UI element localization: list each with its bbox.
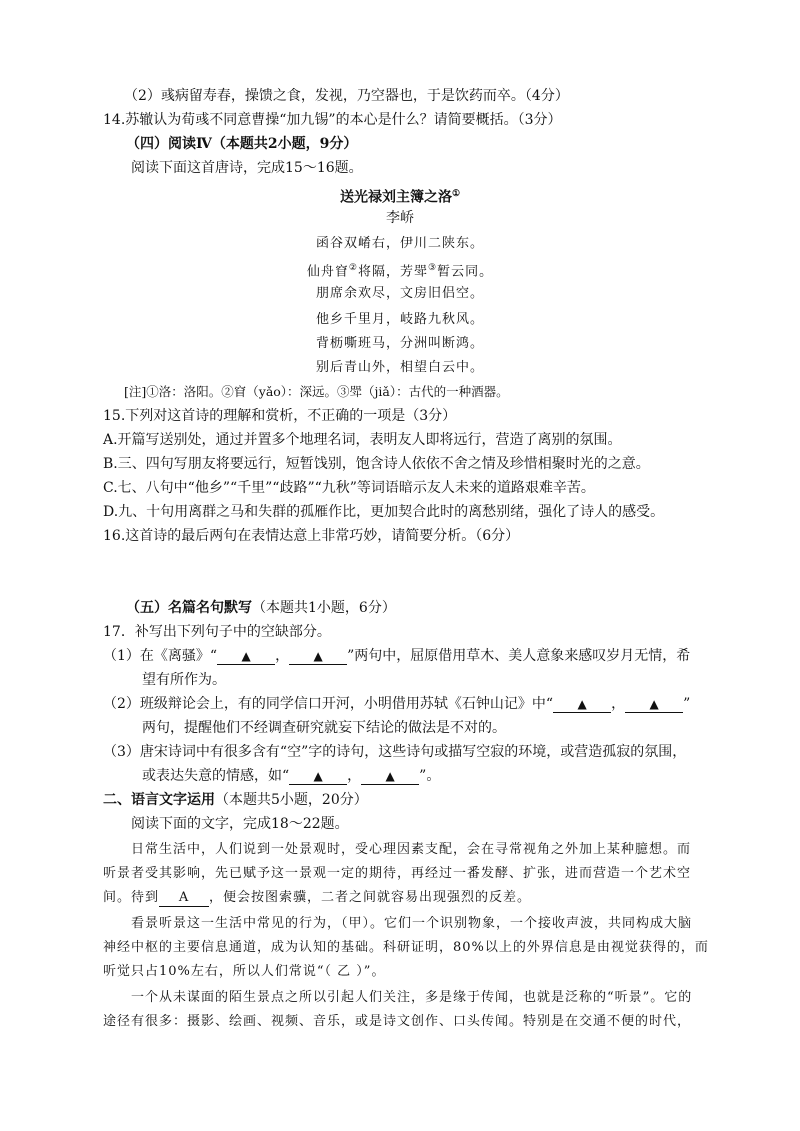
poem-author: 李峤: [386, 210, 414, 226]
dictation-3: （3）唐宋诗词中有很多含有“空”字的诗句，这些诗句或描写空寂的环境，或营造孤寂的氛围，: [103, 744, 687, 760]
answer-blank[interactable]: ▲: [289, 768, 347, 785]
answer-blank[interactable]: ▲: [553, 696, 611, 713]
poem-line-1: 函谷双崤右，伊川二陕东。: [315, 236, 484, 251]
dictation-2-cont: 两句，提醒他们不经调查研究就妄下结论的做法是不对的。: [142, 720, 506, 736]
poem-line-5: 背枥嘶班马，分洲叫断鸿。: [315, 336, 484, 351]
dictation-1: （1）在《离骚》“ ▲ ， ▲ ”两句中，屈原借用草木、美人意象来感叹岁月无情，希: [103, 648, 691, 664]
passage-p1-line-1: 日常生活中，人们说到一处景观时，受心理因素支配，会在寻常视角之外加上某种臆想。而: [131, 842, 692, 857]
blank-a[interactable]: A: [159, 890, 209, 907]
question-15: 15.下列对这首诗的理解和赏析，不正确的一项是（3分）: [103, 408, 457, 424]
dictation-1-cont: 望有所作为。: [142, 672, 226, 688]
passage-p1-line-2: 听景者受其影响，先已赋予这一景观一定的期待，再经过一番发酵、扩张，进而营造一个艺术空: [103, 866, 692, 881]
answer-blank[interactable]: ▲: [625, 696, 683, 713]
answer-blank[interactable]: ▲: [217, 648, 275, 665]
dictation-3-cont: 或表达失意的情感，如“ ▲ ， ▲ ”。: [142, 768, 441, 784]
question-16: 16.这首诗的最后两句在表情达意上非常巧妙，请简要分析。（6分）: [103, 528, 520, 544]
part-2-heading: 二、语言文字运用（本题共5小题，20分）: [103, 792, 368, 808]
option-b: B.三、四句写朋友将要远行，短暂饯别，饱含诗人依依不舍之情及珍惜相聚时光的之意。: [103, 456, 650, 472]
answer-blank[interactable]: ▲: [361, 768, 419, 785]
answer-blank[interactable]: ▲: [289, 648, 347, 665]
part-2-instruction: 阅读下面的文字，完成18～22题。: [131, 816, 349, 832]
passage-p2-line-2: 神经中枢的主要信息通道，成为认知的基础。科研证明，80%以上的外界信息是由视觉获得的，而: [103, 940, 709, 955]
passage-p1-line-3: 间。待到 A ，便会按图索骥，二者之间就容易出现强烈的反差。: [103, 890, 532, 905]
passage-p3-line-2: 途径有很多：摄影、绘画、视频、音乐，或是诗文创作、口头传闻。特别是在交通不便的时代，: [103, 1014, 692, 1029]
poem-title-note-marker: ①: [451, 189, 461, 199]
section-4-heading: （四）阅读Ⅳ（本题共2小题，9分）: [126, 136, 358, 152]
poem-line-3: 朋席余欢尽，文房旧侣空。: [315, 286, 484, 301]
passage-p2-line-1: 看景听景这一生活中常见的行为，（甲）。它们一个识别物象，一个接收声波，共同构成大脑: [131, 916, 693, 931]
section-5-heading: （五）名篇名句默写（本题共1小题，6分）: [126, 600, 396, 616]
poem-title: 送光禄刘主簿之洛①: [339, 189, 461, 206]
poem-line-4: 他乡千里月，岐路九秋风。: [315, 312, 484, 327]
poem-notes: [注]①洛：洛阳。②窅（yǎo）：深远。③斝（jiǎ）：古代的一种酒器。: [124, 384, 509, 399]
poem-line-2: 仙舟窅②将隔，芳斝③暂云同。: [306, 263, 494, 280]
option-c: C.七、八句中“他乡”“千里”“歧路”“九秋”等词语暗示友人未来的道路艰难辛苦。: [103, 480, 595, 496]
passage-p3-line-1: 一个从未谋面的陌生景点之所以引起人们关注，多是缘于传闻，也就是泛称的“听景”。它的: [131, 990, 693, 1005]
poem-line-6: 别后青山外，相望白云中。: [315, 360, 484, 375]
option-a: A.开篇写送别处，通过并置多个地理名词，表明友人即将远行，营造了离别的氛围。: [103, 432, 622, 448]
section-4-instruction: 阅读下面这首唐诗，完成15～16题。: [131, 160, 363, 176]
dictation-2: （2）班级辩论会上，有的同学信口开河，小明借用苏轼《石钟山记》中“ ▲ ， ▲ ”: [103, 696, 691, 712]
option-d: D.九、十句用离群之马和失群的孤雁作比，更加契合此时的离愁别绪，强化了诗人的感受。: [103, 504, 665, 520]
passage-p2-line-3: 听觉只占10%左右，所以人们常说“（ 乙 ）”。: [103, 964, 386, 979]
question-14: 14.苏辙认为荀彧不同意曹操“加九锡”的本心是什么？请简要概括。（3分）: [103, 112, 562, 128]
translation-item-2: （2）彧病留寿春，操馈之食，发视，乃空器也，于是饮药而卒。（4分）: [124, 88, 569, 104]
question-17: 17．补写出下列句子中的空缺部分。: [103, 624, 331, 640]
